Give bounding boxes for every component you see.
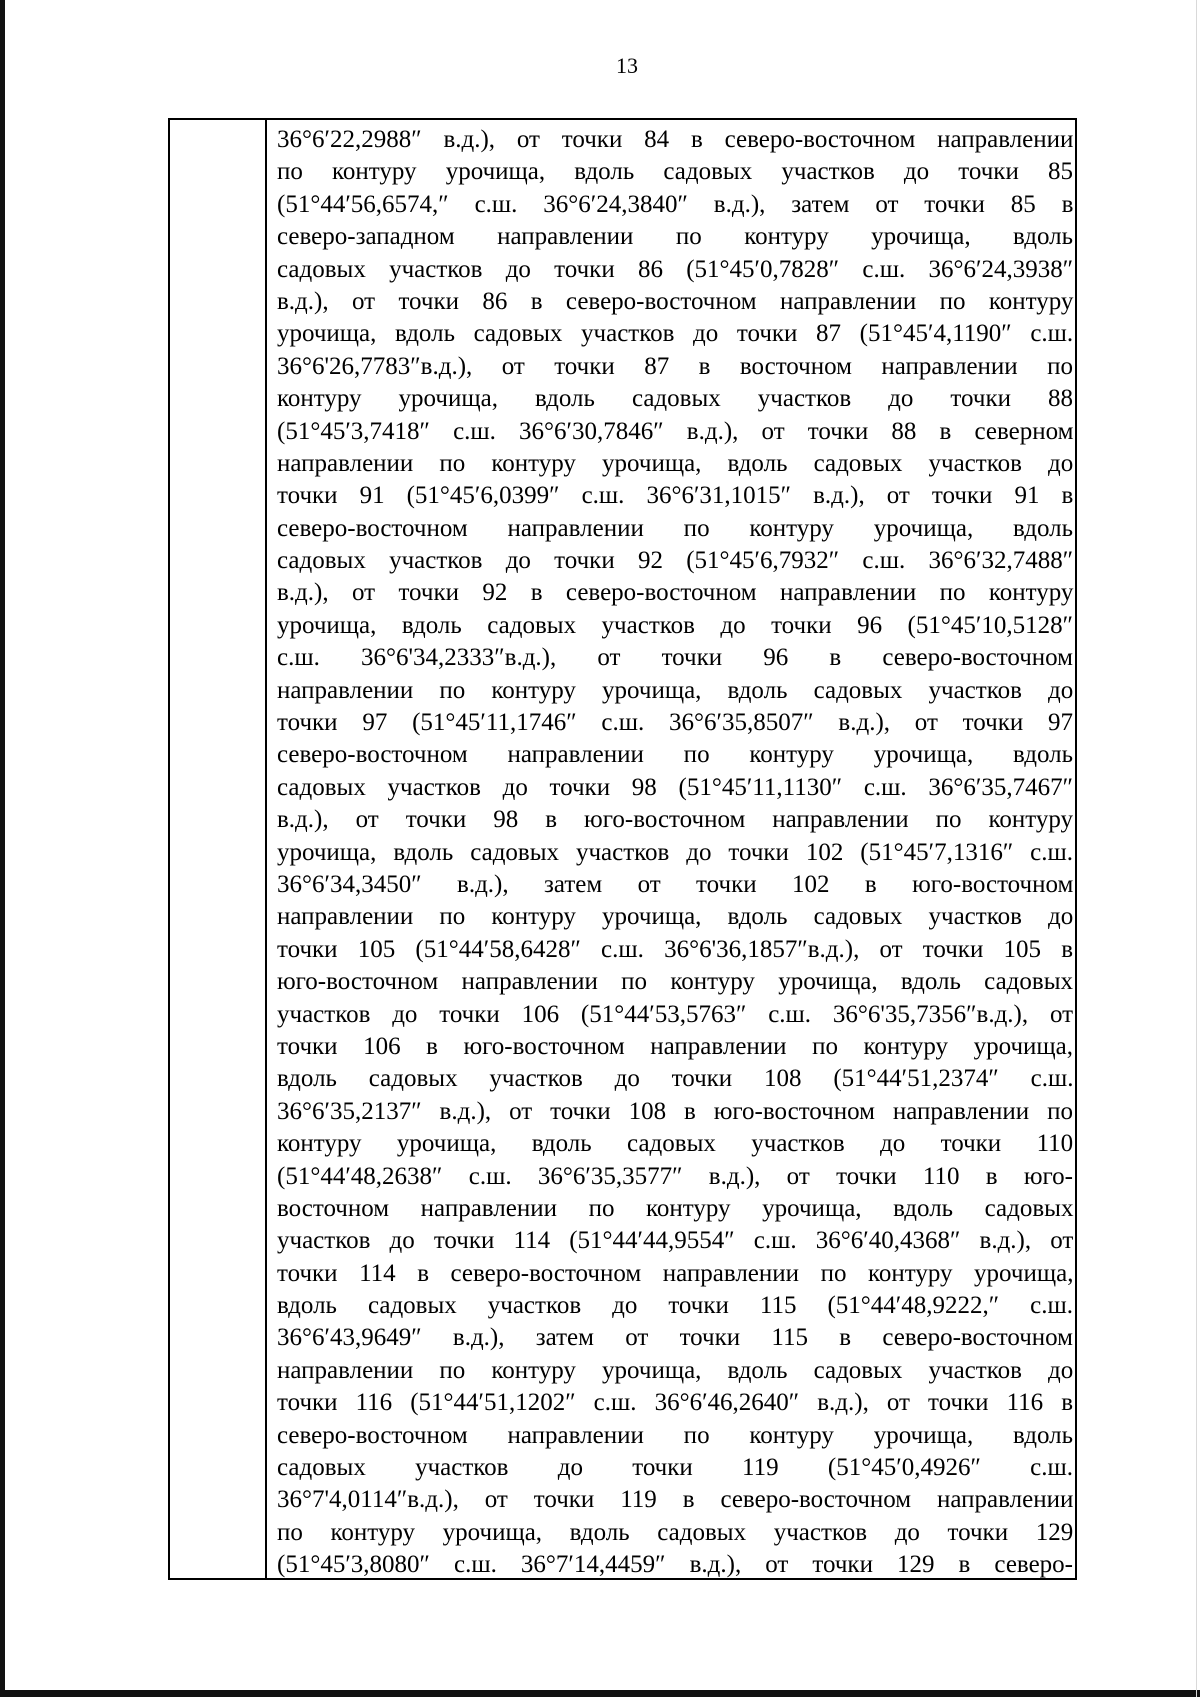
- page-number: 13: [616, 53, 638, 78]
- text-line: точки 105 (51°44′58,6428″ с.ш. 36°6'36,1857″в.д.), от точки 105 в: [277, 935, 1073, 963]
- text-line: точки 116 (51°44′51,1202″ с.ш. 36°6′46,2640″ в.д.), от точки 116 в: [277, 1389, 1073, 1417]
- text-line: с.ш. 36°6'34,2333″в.д.), от точки 96 в северо-восточном: [277, 644, 1073, 672]
- text-line: направлении по контуру урочища, вдоль садовых участков до: [277, 676, 1074, 704]
- text-line: северо-восточном направлении по контуру урочища, вдоль: [277, 514, 1073, 542]
- text-line: 36°6'26,7783″в.д.), от точки 87 в восточном направлении по: [277, 352, 1073, 380]
- text-line: восточном направлении по контуру урочища, вдоль садовых: [277, 1194, 1074, 1222]
- text-line: контуру урочища, вдоль садовых участков до точки 88: [277, 385, 1073, 413]
- text-line: вдоль садовых участков до точки 115 (51°44′48,9222,″ с.ш.: [277, 1292, 1073, 1320]
- text-line: садовых участков до точки 86 (51°45′0,7828″ с.ш. 36°6′24,3938″: [277, 255, 1074, 283]
- text-line: 36°7'4,0114″в.д.), от точки 119 в северо-восточном направлении: [277, 1486, 1074, 1514]
- text-line: 36°6′35,2137″ в.д.), от точки 108 в юго-восточном направлении по: [277, 1097, 1073, 1125]
- text-line: вдоль садовых участков до точки 108 (51°44′51,2374″ с.ш.: [277, 1065, 1074, 1093]
- text-line: направлении по контуру урочища, вдоль садовых участков до: [277, 903, 1074, 931]
- text-line: садовых участков до точки 98 (51°45′11,1130″ с.ш. 36°6′35,7467″: [277, 773, 1073, 801]
- text-line: 36°6′43,9649″ в.д.), затем от точки 115 в северо-восточном: [277, 1324, 1073, 1352]
- table-cell-description: [277, 124, 1073, 1582]
- text-line: (51°44′48,2638″ с.ш. 36°6′35,3577″ в.д.), от точки 110 в юго-: [277, 1162, 1073, 1190]
- text-line: точки 91 (51°45′6,0399″ с.ш. 36°6′31,1015″ в.д.), от точки 91 в: [277, 482, 1074, 510]
- scan-edge-bottom: [0, 1690, 1200, 1697]
- text-line: в.д.), от точки 92 в северо-восточном направлении по контуру: [277, 579, 1074, 607]
- text-line: северо-восточном направлении по контуру урочища, вдоль: [277, 741, 1073, 769]
- text-line: садовых участков до точки 119 (51°45′0,4926″ с.ш.: [277, 1454, 1073, 1482]
- text-line: северо-восточном направлении по контуру урочища, вдоль: [277, 1421, 1073, 1449]
- scan-edge-right: [1196, 0, 1197, 1697]
- text-line: (51°45′3,8080″ с.ш. 36°7′14,4459″ в.д.), от точки 129 в северо-: [277, 1551, 1073, 1579]
- text-line: точки 106 в юго-восточном направлении по контуру урочища,: [277, 1032, 1073, 1060]
- text-line: урочища, вдоль садовых участков до точки 96 (51°45′10,5128″: [277, 611, 1073, 639]
- text-line: урочища, вдоль садовых участков до точки 87 (51°45′4,1190″ с.ш.: [277, 320, 1074, 348]
- text-line: 36°6′22,2988″ в.д.), от точки 84 в северо-восточном направлении: [277, 126, 1074, 153]
- text-line: направлении по контуру урочища, вдоль садовых участков до: [277, 449, 1074, 477]
- text-line: направлении по контуру урочища, вдоль садовых участков до: [277, 1356, 1074, 1384]
- table-column-divider: [265, 118, 267, 1580]
- text-line: по контуру урочища, вдоль садовых участков до точки 85: [277, 158, 1073, 186]
- text-line: в.д.), от точки 86 в северо-восточном направлении по контуру: [277, 287, 1074, 315]
- text-line: контуру урочища, вдоль садовых участков до точки 110: [277, 1130, 1074, 1158]
- text-line: участков до точки 114 (51°44′44,9554″ с.ш. 36°6′40,4368″ в.д.), от: [277, 1227, 1074, 1255]
- text-line: (51°44′56,6574,″ с.ш. 36°6′24,3840″ в.д.), затем от точки 85 в: [277, 190, 1074, 218]
- text-line: в.д.), от точки 98 в юго-восточном направлении по контуру: [277, 806, 1073, 834]
- text-line: точки 97 (51°45′11,1746″ с.ш. 36°6′35,8507″ в.д.), от точки 97: [277, 709, 1073, 737]
- text-line: северо-западном направлении по контуру урочища, вдоль: [277, 223, 1073, 251]
- text-line: урочища, вдоль садовых участков до точки 102 (51°45′7,1316″ с.ш.: [277, 838, 1073, 866]
- text-line: (51°45′3,7418″ с.ш. 36°6′30,7846″ в.д.), от точки 88 в северном: [277, 417, 1074, 445]
- text-line: садовых участков до точки 92 (51°45′6,7932″ с.ш. 36°6′32,7488″: [277, 547, 1074, 575]
- text-line: юго-восточном направлении по контуру урочища, вдоль садовых: [277, 968, 1073, 996]
- text-line: участков до точки 106 (51°44′53,5763″ с.ш. 36°6'35,7356″в.д.), от: [277, 1000, 1074, 1028]
- text-line: точки 114 в северо-восточном направлении по контуру урочища,: [277, 1259, 1074, 1287]
- text-line: 36°6′34,3450″ в.д.), затем от точки 102 в юго-восточном: [277, 870, 1074, 898]
- scan-edge-left: [0, 0, 5, 1697]
- text-line: по контуру урочища, вдоль садовых участков до точки 129: [277, 1518, 1074, 1546]
